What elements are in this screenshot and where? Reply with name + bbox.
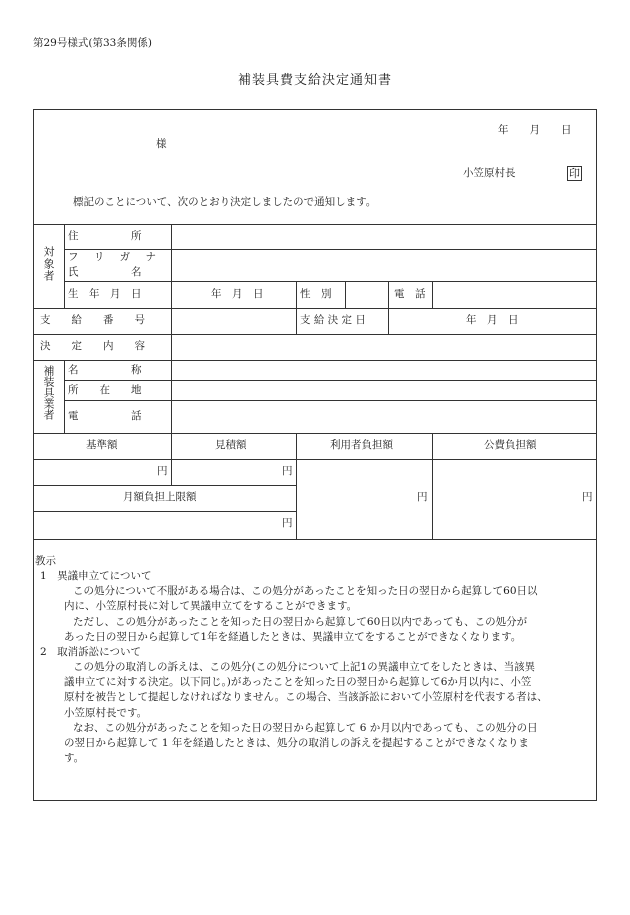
rule-content — [33, 360, 597, 361]
birthdate-value: 年 月 日 — [211, 288, 264, 300]
rule-monthly-cap — [33, 511, 296, 512]
lawsuit-text-1d: 小笠原村長です。 — [64, 707, 148, 719]
addressee-honorific: 様 — [156, 138, 167, 150]
rule-amount-col1 — [171, 433, 172, 485]
public-burden-label: 公費負担額 — [484, 439, 537, 451]
rule-amount-values — [33, 485, 296, 486]
appeal-title: 1 異議申立てについて — [40, 570, 152, 582]
lawsuit-text-2b: の翌日から起算して 1 年を経過したときは、処分の取消しの訴えを提起することができなくなりま — [64, 737, 529, 749]
document-title: 補装具費支給決定通知書 — [237, 73, 392, 88]
rule-vendor-bottom — [33, 433, 597, 434]
decision-date-label: 支 給 決 定 日 — [300, 314, 366, 326]
standard-amount-label: 基準額 — [86, 439, 118, 451]
user-burden-yen: 円 — [417, 491, 428, 503]
appeal-text-2a: ただし、この処分があったことを知った日の翌日から起算して60日以内であっても、この処分が — [73, 616, 528, 628]
rule-top-section — [33, 224, 597, 225]
lawsuit-text-1b: 議申立てに対する決定。以下同じ。)があったことを知った日の翌日から起算して6か月以内に、小笠 — [64, 676, 532, 688]
lawsuit-text-1c: 原村を被告として提起しなければなりません。この場合、当該訴訟において小笠原村を代表する者は、 — [64, 691, 548, 703]
rule-gender-value — [345, 281, 346, 308]
estimate-amount-label: 見積額 — [215, 439, 247, 451]
public-burden-yen: 円 — [582, 491, 593, 503]
rule-amount-col3 — [432, 433, 433, 539]
vendor-name-label: 名 称 — [68, 364, 142, 376]
rule-table-bottom — [33, 539, 597, 540]
lawsuit-text-2c: す。 — [64, 752, 85, 764]
rule-name — [64, 281, 597, 282]
notice-date: 年 月 日 — [498, 124, 572, 136]
appeal-text-2b: あった日の翌日から起算して1年を経過したときは、異議申立てをすることができなくなります。 — [64, 631, 522, 643]
payment-number-label: 支 給 番 号 — [40, 314, 145, 326]
appeal-text-1a: この処分について不服がある場合は、この処分があったことを知った日の翌日から起算して60日以 — [73, 585, 538, 597]
phone-label: 電 話 — [394, 288, 426, 300]
monthly-cap-label: 月額負担上限額 — [123, 491, 197, 503]
vendor-phone-label: 電 話 — [68, 410, 142, 422]
intro-text: 標記のことについて、次のとおり決定しましたので通知します。 — [73, 196, 377, 208]
decision-date-value: 年 月 日 — [466, 314, 519, 326]
birthdate-label: 生 年 月 日 — [68, 288, 142, 300]
issuer-name: 小笠原村長 — [463, 167, 516, 179]
rule-birth-gender — [296, 281, 297, 334]
lawsuit-text-1a: この処分の取消しの訴えは、この処分(この処分について上記1の異議申立てをしたときは、当該異 — [73, 661, 536, 673]
rule-phone-label — [388, 281, 389, 334]
rule-vendor-location — [64, 400, 597, 401]
vendor-location-label: 所 在 地 — [68, 384, 142, 396]
rule-amount-col2 — [296, 433, 297, 539]
user-burden-label: 利用者負担額 — [330, 439, 393, 451]
decision-content-label: 決 定 内 容 — [40, 340, 145, 352]
subject-group-label: 対象者 — [42, 246, 55, 282]
rule-phone-value — [432, 281, 433, 308]
lawsuit-title: 2 取消訴訟について — [40, 646, 141, 658]
rule-amount-headers — [33, 459, 597, 460]
rule-subject-group — [64, 224, 65, 308]
instructions-heading: 教示 — [35, 555, 56, 567]
monthly-cap-yen: 円 — [282, 517, 293, 529]
rule-payment-number — [33, 334, 597, 335]
rule-subject-bottom — [33, 308, 597, 309]
rule-label-column — [171, 224, 172, 433]
name-label: 氏 名 — [68, 266, 142, 278]
furigana-label: フ リ ガ ナ — [68, 251, 163, 263]
lawsuit-text-2a: なお、この処分があったことを知った日の翌日から起算して 6 か月以内であっても、この処分の日 — [73, 722, 538, 734]
form-number: 第29号様式(第33条関係) — [33, 37, 152, 49]
appeal-text-1b: 内に、小笠原村長に対して異議申立てをすることができます。 — [64, 600, 358, 612]
standard-amount-yen: 円 — [157, 465, 168, 477]
gender-label: 性 別 — [300, 288, 332, 300]
rule-vendor-name — [64, 380, 597, 381]
vendor-group-label: 補装具業者 — [42, 365, 55, 420]
address-label: 住 所 — [68, 230, 142, 242]
rule-address — [64, 249, 597, 250]
estimate-amount-yen: 円 — [282, 465, 293, 477]
rule-vendor-group — [64, 360, 65, 433]
seal-stamp: 印 — [569, 167, 580, 180]
